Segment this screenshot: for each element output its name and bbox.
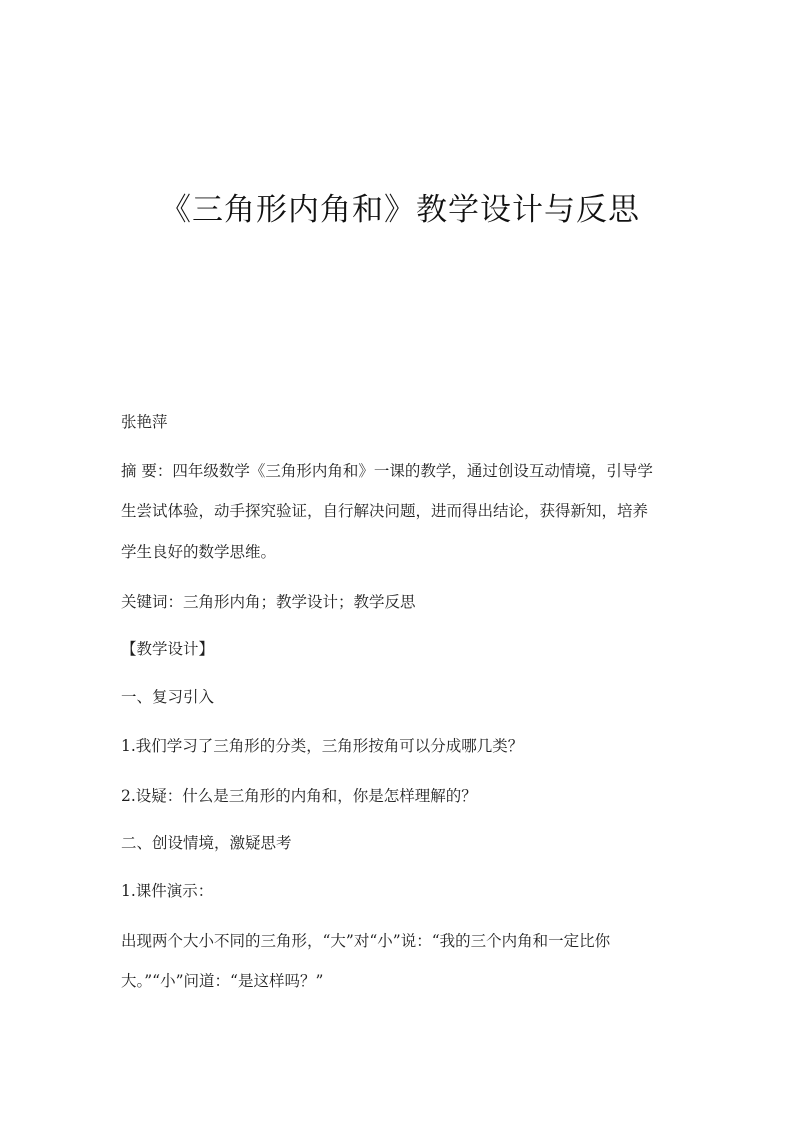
abstract-line-1: 摘 要：四年级数学《三角形内角和》一课的教学，通过创设互动情境，引导学 [121, 462, 653, 480]
part2-item-1: 1.课件演示： [121, 882, 214, 900]
part1-heading: 一、复习引入 [121, 688, 215, 706]
author-name: 张艳萍 [121, 413, 168, 431]
keywords-line: 关键词：三角形内角；教学设计；教学反思 [121, 593, 416, 611]
part2-heading: 二、创设情境，激疑思考 [121, 834, 292, 852]
part1-item-2: 2.设疑：什么是三角形的内角和，你是怎样理解的？ [121, 787, 477, 805]
section-heading: 【教学设计】 [121, 640, 215, 658]
part1-item-1: 1.我们学习了三角形的分类，三角形按角可以分成哪几类？ [121, 737, 524, 755]
part2-paragraph-line-1: 出现两个大小不同的三角形，“大”对“小”说：“我的三个内角和一定比你 [121, 932, 611, 950]
abstract-line-3: 学生良好的数学思维。 [121, 543, 277, 561]
abstract-line-2: 生尝试体验，动手探究验证，自行解决问题，进而得出结论，获得新知，培养 [121, 502, 649, 520]
part2-paragraph-line-2: 大。”“小”问道：“是这样吗？” [121, 972, 324, 990]
document-title: 《三角形内角和》教学设计与反思 [160, 192, 640, 228]
